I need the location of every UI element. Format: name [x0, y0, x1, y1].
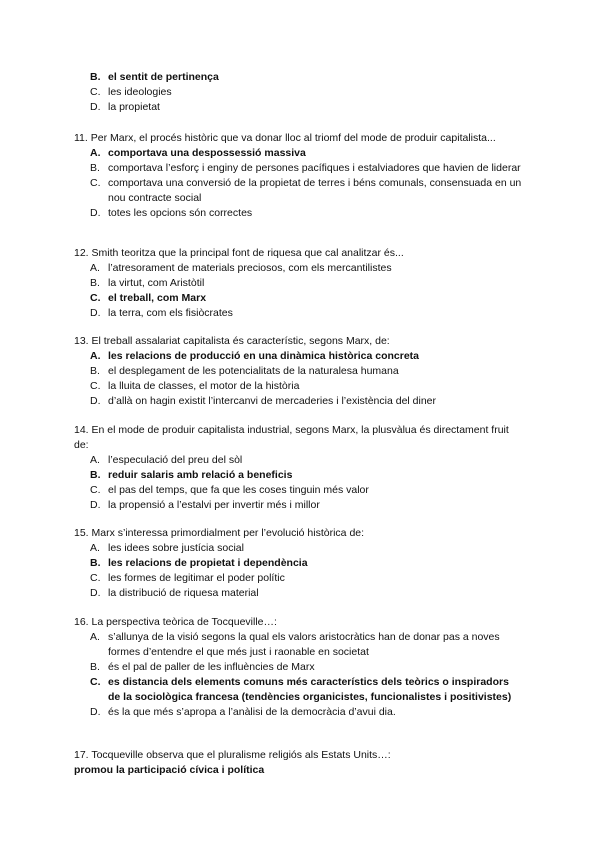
option-d [74, 394, 524, 409]
option-text: comportava una conversió de la propietat de terres i béns comunals, consensuada en un nou contracte social [108, 177, 522, 204]
option-c [74, 379, 524, 394]
options-list [74, 261, 524, 321]
option-text: totes les opcions són correctes [108, 207, 253, 219]
option-text: les relacions de producció en una dinàmica històrica concreta [108, 350, 420, 362]
option-a [74, 146, 524, 161]
option-letter: B. [90, 277, 100, 289]
question-11 [74, 131, 524, 221]
options-list [74, 146, 524, 221]
question-13 [74, 334, 524, 409]
option-letter: C. [90, 86, 101, 98]
option-letter: B. [90, 162, 100, 174]
option-letter: C. [90, 484, 101, 496]
option-letter: A. [90, 631, 100, 643]
option-text: el sentit de pertinença [108, 71, 219, 83]
options-list [74, 70, 524, 115]
option-b [74, 660, 524, 675]
option-letter: C. [90, 292, 101, 304]
option-letter: A. [90, 262, 100, 274]
question-prompt: 11. Per Marx, el procés històric que va donar lloc al triomf del mode de produir capitalista... [74, 132, 496, 144]
option-b [74, 161, 524, 176]
question-prompt: 17. Tocqueville observa que el pluralisme religiós als Estats Units…: [74, 749, 391, 761]
option-text: la propietat [108, 101, 160, 113]
option-letter: A. [90, 454, 100, 466]
option-letter: B. [90, 365, 100, 377]
option-b [74, 276, 524, 291]
option-letter: D. [90, 499, 101, 511]
option-letter: B. [90, 469, 101, 481]
option-d [74, 306, 524, 321]
option-c [74, 675, 524, 705]
option-c [74, 176, 524, 206]
question-prompt: 15. Marx s’interessa primordialment per l’evolució històrica de: [74, 527, 365, 539]
option-letter: C. [90, 177, 101, 189]
option-d [74, 705, 524, 720]
option-d [74, 586, 524, 601]
options-list [74, 453, 524, 513]
option-text: l’especulació del preu del sòl [108, 454, 243, 466]
option-text: reduir salaris amb relació a beneficis [108, 469, 293, 481]
option-text: comportava l’esforç i enginy de persones pacífiques i estalviadores que havien de liderar [108, 162, 521, 174]
option-text: el pas del temps, que fa que les coses tinguin més valor [108, 484, 369, 496]
question-16 [74, 615, 524, 720]
option-a [74, 349, 524, 364]
option-text: es distancia dels elements comuns més característics dels teòrics o inspiradors de la sociològica francesa (tendències organicistes, funcionalistes i positivistes) [108, 676, 512, 703]
option-letter: D. [90, 706, 101, 718]
option-text: les ideologies [108, 86, 172, 98]
option-text: s’allunya de la visió segons la qual els valors aristocràtics han de donar pas a noves formes d’entendre el que més just i raonable en societat [108, 631, 500, 658]
option-text: d’allà on hagin existit l’intercanvi de mercaderies i l’existència del diner [108, 395, 437, 407]
question-12 [74, 246, 524, 321]
option-text: l’atresorament de materials preciosos, com els mercantilistes [108, 262, 392, 274]
option-letter: A. [90, 542, 100, 554]
option-d [74, 498, 524, 513]
option-b [74, 70, 524, 85]
question-10 [74, 70, 524, 115]
option-text: el desplegament de les potencialitats de la naturalesa humana [108, 365, 399, 377]
option-a [74, 541, 524, 556]
option-b [74, 468, 524, 483]
option-text: és la que més s’apropa a l’anàlisi de la democràcia d’avui dia. [108, 706, 396, 718]
question-14 [74, 423, 524, 513]
option-text: la propensió a l’estalvi per invertir més i millor [108, 499, 320, 511]
question-prompt: 16. La perspectiva teòrica de Tocqueville…: [74, 616, 277, 628]
options-list [74, 541, 524, 601]
option-letter: C. [90, 676, 101, 688]
option-letter: C. [90, 380, 101, 392]
option-a [74, 453, 524, 468]
question-prompt: 13. El treball assalariat capitalista és característic, segons Marx, de: [74, 335, 390, 347]
option-c [74, 85, 524, 100]
option-letter: D. [90, 207, 101, 219]
option-text: comportava una despossessió massiva [108, 147, 306, 159]
option-text: les idees sobre justícia social [108, 542, 244, 554]
option-letter: B. [90, 71, 101, 83]
option-text: la terra, com els fisiòcrates [108, 307, 233, 319]
option-c [74, 291, 524, 306]
question-prompt: 12. Smith teoritza que la principal font de riquesa que cal analitzar és... [74, 247, 404, 259]
question-prompt: 14. En el mode de produir capitalista industrial, segons Marx, la plusvàlua és directament fruit de: [74, 424, 509, 451]
options-list [74, 630, 524, 720]
option-text: les relacions de propietat i dependència [108, 557, 308, 569]
option-letter: D. [90, 307, 101, 319]
option-letter: D. [90, 101, 101, 113]
options-list [74, 349, 524, 409]
option-letter: D. [90, 395, 101, 407]
option-d [74, 100, 524, 115]
option-letter: C. [90, 572, 101, 584]
option-text: és el pal de paller de les influències de Marx [108, 661, 315, 673]
option-letter: B. [90, 661, 100, 673]
option-c [74, 571, 524, 586]
option-text: la lluita de classes, el motor de la història [108, 380, 300, 392]
option-b [74, 364, 524, 379]
answer-text: promou la participació cívica i política [74, 764, 265, 776]
option-a [74, 261, 524, 276]
option-b [74, 556, 524, 571]
option-letter: B. [90, 557, 101, 569]
option-letter: A. [90, 350, 101, 362]
option-text: les formes de legitimar el poder polític [108, 572, 285, 584]
question-17 [74, 748, 524, 778]
question-15 [74, 526, 524, 601]
option-letter: D. [90, 587, 101, 599]
option-text: el treball, com Marx [108, 292, 207, 304]
option-c [74, 483, 524, 498]
option-d [74, 206, 524, 221]
option-text: la distribució de riquesa material [108, 587, 259, 599]
option-text: la virtut, com Aristòtil [108, 277, 205, 289]
option-letter: A. [90, 147, 101, 159]
option-a [74, 630, 524, 660]
